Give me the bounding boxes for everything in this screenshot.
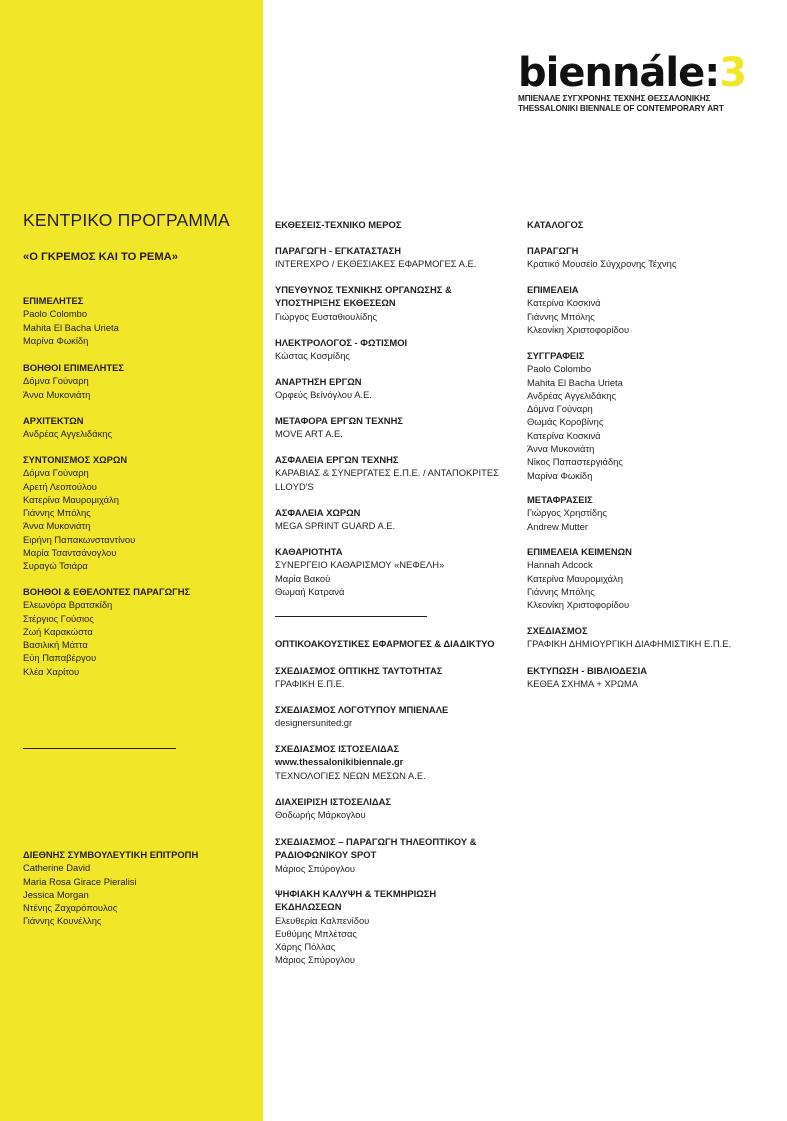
logo-subtitle-english: THESSALONIKI BIENNALE OF CONTEMPORARY ART (518, 104, 724, 113)
credit-name: Νίκος Παπαστεργιάδης (527, 456, 623, 468)
credit-heading: ΕΚΘΕΣΕΙΣ-ΤΕΧΝΙΚΟ ΜΕΡΟΣ (275, 219, 402, 230)
credit-name: Κλεονίκη Χριστοφορίδου (527, 599, 630, 611)
credit-heading: ΡΑΔΙΟΦΩΝΙΚΟΥ SPOT (275, 849, 377, 861)
credit-block (275, 703, 448, 730)
credit-name: Γιάννης Μπόλης (527, 310, 595, 322)
credit-block (23, 414, 112, 441)
credit-block (275, 742, 426, 782)
credit-heading: ΚΑΘΑΡΙΟΤΗΤΑ (275, 546, 343, 557)
credit-name: ΓΡΑΦΙΚΗ Ε.Π.Ε. (275, 678, 345, 690)
credit-block (275, 453, 499, 493)
credit-name: Άννα Μυκονιάτη (527, 443, 595, 455)
credit-name: Εύη Παπαβέργου (23, 652, 97, 664)
credit-block (527, 244, 676, 271)
credit-name: Ευθύμης Μπλέτσας (275, 927, 357, 939)
credit-heading: ΨΗΦΙΑΚΗ ΚΑΛΥΨΗ & ΤΕΚΜΗΡΙΩΣΗ (275, 888, 437, 899)
credit-name: Κλεονίκη Χριστοφορίδου (527, 323, 630, 335)
logo-wordmark (518, 52, 758, 94)
credit-block (527, 349, 623, 482)
section-heading-block (275, 637, 495, 650)
credit-heading: ΒΟΗΘΟΙ & ΕΘΕΛΟΝΤΕΣ ΠΑΡΑΓΩΓΗΣ (23, 586, 191, 597)
divider (23, 748, 176, 749)
credit-name: Θωμαή Κατρανά (275, 585, 345, 597)
credit-name: Hannah Adcock (527, 559, 593, 571)
credit-heading: ΟΠΤΙΚΟΑΚΟΥΣΤΙΚΕΣ ΕΦΑΡΜΟΓΕΣ & ΔΙΑΔΙΚΤΥΟ (275, 638, 495, 649)
credit-heading: ΔΙΕΘΝΗΣ ΣΥΜΒΟΥΛΕΥΤΙΚΗ ΕΠΙΤΡΟΠΗ (23, 849, 199, 860)
credit-name: Jessica Morgan (23, 888, 89, 900)
credit-block (275, 244, 476, 271)
credit-name: Μάριος Σπύρογλου (275, 862, 356, 874)
credit-name: Αρετή Λεοπούλου (23, 480, 97, 492)
credit-name: Δόμνα Γούναρη (23, 467, 89, 479)
credit-heading: ΥΠΟΣΤΗΡΙΞΗΣ ΕΚΘΕΣΕΩΝ (275, 297, 396, 309)
logo-subtitle-greek: ΜΠΙΕΝΑΛΕ ΣΥΓΧΡΟΝΗΣ ΤΕΧΝΗΣ ΘΕΣΣΑΛΟΝΙΚΗΣ (518, 94, 711, 103)
credit-heading: ΣΥΓΓΡΑΦΕΙΣ (527, 350, 585, 361)
credit-heading: ΜΕΤΑΦΡΑΣΕΙΣ (527, 494, 593, 505)
website-url[interactable]: www.thessalonikibiennale.gr (275, 756, 404, 768)
credit-name: Paolo Colombo (527, 363, 592, 375)
credit-block (23, 294, 119, 347)
credit-name: Ελευθερία Καλπενίδου (275, 914, 370, 926)
credit-name: Δόμνα Γούναρη (527, 403, 593, 415)
credit-name: Ελεωνόρα Βρατσκίδη (23, 599, 113, 611)
credit-block (275, 887, 436, 967)
credit-name: ΣΥΝΕΡΓΕΙΟ ΚΑΘΑΡΙΣΜΟΥ «ΝΕΦΕΛΗ» (275, 559, 445, 571)
credit-heading: ΣΧΕΔΙΑΣΜΟΣ ΙΣΤΟΣΕΛΙΔΑΣ (275, 743, 400, 754)
credit-name: Ορφεύς Βείνόγλου Α.Ε. (275, 389, 372, 401)
credit-name: Ανδρέας Αγγελιδάκης (527, 389, 616, 401)
program-title: ΚΕΝΤΡΙΚΟ ΠΡΟΓΡΑΜΜΑ (23, 210, 230, 230)
credit-heading: ΑΝΑΡΤΗΣΗ ΕΡΓΩΝ (275, 376, 362, 387)
credit-heading: ΠΑΡΑΓΩΓΗ (527, 245, 579, 256)
credit-heading: ΑΣΦΑΛΕΙΑ ΧΩΡΩΝ (275, 507, 361, 518)
credit-heading: ΕΠΙΜΕΛΗΤΕΣ (23, 295, 84, 306)
credit-heading: ΒΟΗΘΟΙ ΕΠΙΜΕΛΗΤΕΣ (23, 362, 124, 373)
credit-name: Μαρία Τσαντσάνογλου (23, 547, 117, 559)
credit-name: Θοδωρής Μάρκογλου (275, 809, 366, 821)
credit-name: Κώστας Κοσμίδης (275, 350, 350, 362)
credit-name: Κατερίνα Μαυρομιχάλη (527, 572, 623, 584)
section-heading-block (527, 218, 583, 231)
credit-name: Μαρίνα Φωκίδη (23, 334, 89, 346)
credit-name: MEGA SPRINT GUARD A.E. (275, 520, 396, 532)
credit-name: ΚΕΘΕΑ ΣΧΗΜΑ + ΧΡΩΜΑ (527, 678, 639, 690)
section-heading-block (275, 218, 401, 231)
credit-name: Κατερίνα Κοσκινά (527, 297, 601, 309)
program-subtitle: «Ο ΓΚΡΕΜΟΣ ΚΑΙ ΤΟ ΡΕΜΑ» (23, 251, 178, 263)
credit-name: Γιώργος Χρηστίδης (527, 507, 607, 519)
credit-block (275, 336, 407, 363)
credit-block (527, 493, 607, 533)
credit-name: Mahita El Bacha Urieta (23, 321, 119, 333)
credit-name: Συραγώ Τσιάρα (23, 560, 88, 572)
credit-block (23, 585, 190, 678)
credit-heading: ΣΧΕΔΙΑΣΜΟΣ ΛΟΓΟΤΥΠΟΥ ΜΠΙΕΝΑΛΕ (275, 704, 449, 715)
credit-heading: ΕΠΙΜΕΛΕΙΑ (527, 284, 579, 295)
credit-name: Θωμάς Κοροβίνης (527, 416, 604, 428)
divider (275, 616, 427, 617)
credit-block (23, 453, 135, 573)
credit-name: INTEREXPO / ΕΚΘΕΣΙΑΚΕΣ ΕΦΑΡΜΟΓΕΣ Α.Ε. (275, 258, 477, 270)
credit-name: Χάρης Πόλλας (275, 941, 336, 953)
credit-block (275, 375, 372, 402)
credit-name: Ντένης Ζαχαρόπουλος (23, 902, 118, 914)
credit-heading: ΠΑΡΑΓΩΓΗ - ΕΓΚΑΤΑΣΤΑΣΗ (275, 245, 402, 256)
credit-name: Γιάννης Κουνέλλης (23, 915, 102, 927)
credit-block (527, 545, 632, 611)
credit-heading: ΜΕΤΑΦΟΡΑ ΕΡΓΩΝ ΤΕΧΝΗΣ (275, 415, 403, 426)
credit-block (527, 664, 647, 691)
credit-heading: ΕΚΤΥΠΩΣΗ - ΒΙΒΛΙΟΔΕΣΙΑ (527, 665, 648, 676)
credit-heading: ΣΧΕΔΙΑΣΜΟΣ (527, 625, 588, 636)
credit-name: ΚΑΡΑΒΙΑΣ & ΣΥΝΕΡΓΑΤΕΣ Ε.Π.Ε. / ΑΝΤΑΠΟΚΡΙΤΕΣ (275, 467, 499, 479)
credit-name: designersunited.gr (275, 717, 353, 729)
credit-name: Μαρία Βακού (275, 572, 331, 584)
credit-name: Catherine David (23, 862, 91, 874)
credit-name: Γιάννης Μπόλης (23, 507, 91, 519)
credit-block (275, 283, 452, 323)
credit-heading: ΕΚΔΗΛΩΣΕΩΝ (275, 901, 342, 913)
credit-name: Ειρήνη Παπακωνσταντίνου (23, 533, 136, 545)
logo-word: biennále: (518, 50, 720, 96)
credit-heading: ΑΣΦΑΛΕΙΑ ΕΡΓΩΝ ΤΕΧΝΗΣ (275, 454, 399, 465)
credit-block (23, 848, 198, 928)
credit-block (527, 283, 629, 336)
credit-heading: ΚΑΤΑΛΟΓΟΣ (527, 219, 584, 230)
credit-name: Κατερίνα Κοσκινά (527, 429, 601, 441)
credit-name: Άννα Μυκονιάτη (23, 520, 91, 532)
credit-block (275, 835, 476, 875)
logo-number: 3 (719, 50, 747, 96)
credit-block (23, 361, 124, 401)
credit-name: Άννα Μυκονιάτη (23, 388, 91, 400)
credit-name: Γιώργος Ευσταθιουλίδης (275, 310, 378, 322)
credit-name: Ανδρέας Αγγελιδάκης (23, 428, 112, 440)
credit-block (527, 624, 731, 651)
credit-heading: ΔΙΑΧΕΙΡΙΣΗ ΙΣΤΟΣΕΛΙΔΑΣ (275, 796, 392, 807)
credit-block (275, 506, 395, 533)
credit-name: ΓΡΑΦΙΚΗ ΔΗΜΙΟΥΡΓΙΚΗ ΔΙΑΦΗΜΙΣΤΙΚΗ Ε.Π.Ε. (527, 638, 732, 650)
credit-name: Μάριος Σπύρογλου (275, 954, 356, 966)
credit-heading: ΑΡΧΙΤΕΚΤΩΝ (23, 415, 84, 426)
credit-name: ΤΕΧΝΟΛΟΓΙΕΣ ΝΕΩΝ ΜΕΣΩΝ Α.Ε. (275, 769, 426, 781)
credit-name: Κατερίνα Μαυρομιχάλη (23, 493, 119, 505)
credit-heading: ΣΧΕΔΙΑΣΜΟΣ ΟΠΤΙΚΗΣ ΤΑΥΤΟΤΗΤΑΣ (275, 665, 443, 676)
credit-name: Μαρίνα Φωκίδη (527, 469, 593, 481)
credit-heading: ΣΥΝΤΟΝΙΣΜΟΣ ΧΩΡΩΝ (23, 454, 128, 465)
credit-name: Maria Rosa Girace Pieralisi (23, 875, 137, 887)
credit-heading: ΥΠΕΥΘΥΝΟΣ ΤΕΧΝΙΚΗΣ ΟΡΓΑΝΩΣΗΣ & (275, 284, 452, 295)
biennale-logo (518, 52, 758, 114)
credit-name: Στέργιος Γούσιος (23, 612, 94, 624)
credit-block (275, 664, 442, 691)
credit-name: Andrew Mutter (527, 520, 588, 532)
credit-heading: ΗΛΕΚΤΡΟΛΟΓΟΣ - ΦΩΤΙΣΜΟΙ (275, 337, 408, 348)
credit-name: Paolo Colombo (23, 308, 88, 320)
credit-block (275, 795, 391, 822)
credit-name: MOVE ART A.E. (275, 428, 343, 440)
credit-name: Γιάννης Μπόλης (527, 585, 595, 597)
credit-name: Κλέα Χαρίτου (23, 665, 80, 677)
credit-name: Βασιλική Μάττα (23, 639, 88, 651)
credit-name: Δόμνα Γούναρη (23, 375, 89, 387)
credit-name: Κρατικό Μουσείο Σύγχρονης Τέχνης (527, 258, 677, 270)
credit-name: Mahita El Bacha Urieta (527, 376, 623, 388)
credit-heading: ΣΧΕΔΙΑΣΜΟΣ – ΠΑΡΑΓΩΓΗ ΤΗΛΕΟΠΤΙΚΟΥ & (275, 836, 477, 847)
credit-block (275, 414, 403, 441)
credit-name: LLOYD'S (275, 480, 314, 492)
credit-heading: ΕΠΙΜΕΛΕΙΑ ΚΕΙΜΕΝΩΝ (527, 546, 632, 557)
credit-name: Ζωή Καρακώστα (23, 625, 93, 637)
credit-block (275, 545, 444, 598)
